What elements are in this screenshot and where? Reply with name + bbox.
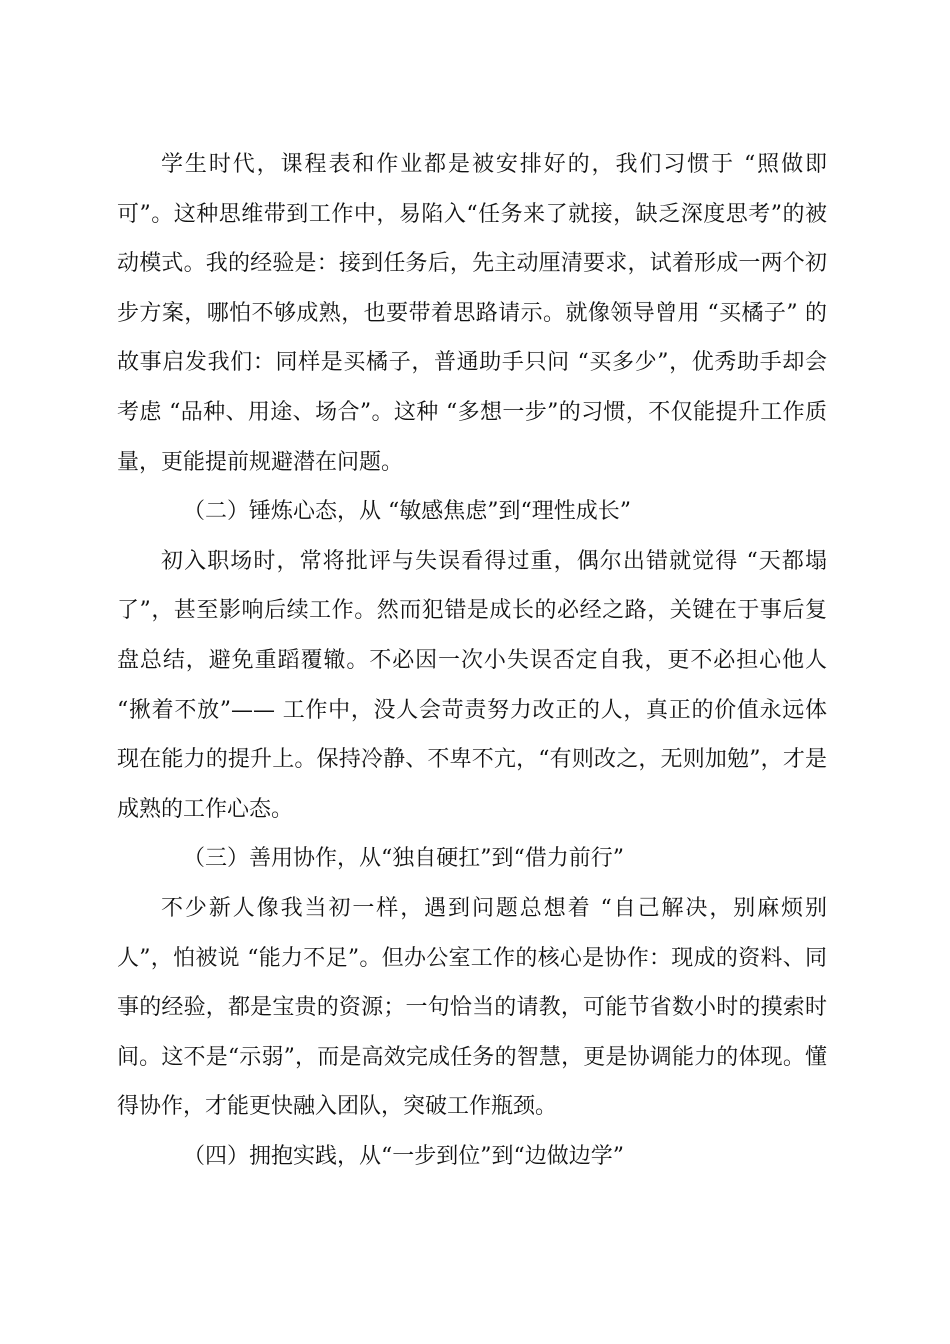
body-paragraph: 初入职场时，常将批评与失误看得过重，偶尔出错就觉得 “天都塌了”，甚至影响后续工作。然而犯错是成长的必经之路，关键在于事后复盘总结，避免重蹈覆辙。不必因一次小失误否定自我，更不必担心他人 “揪着不放”—— 工作中，没人会苛责努力改正的人，真正的价值永远体现在能力的提升上。保持冷静、不卑不亢，“有则改之，无则加勉”，才是成熟的工作心态。 (117, 548, 827, 822)
body-paragraph: 学生时代，课程表和作业都是被安排好的，我们习惯于 “照做即可”。这种思维带到工作中，易陷入“任务来了就接，缺乏深度思考”的被动模式。我的经验是：接到任务后，先主动厘清要求，试着形成一两个初步方案，哪怕不够成熟，也要带着思路请示。就像领导曾用 “买橘子” 的故事启发我们：同样是买橘子，普通助手只问 “买多少”，优秀助手却会考虑 “品种、用途、场合”。这种 “多想一步”的习惯，不仅能提升工作质量，更能提前规避潜在问题。 (117, 152, 827, 475)
section-heading: （四）拥抱实践，从“一步到位”到“边做边学” (183, 1143, 624, 1169)
body-paragraph: 不少新人像我当初一样，遇到问题总想着 “自己解决，别麻烦别人”，怕被说 “能力不足”。但办公室工作的核心是协作：现成的资料、同事的经验，都是宝贵的资源；一句恰当的请教，可能节省数小时的摸索时间。这不是“示弱”，而是高效完成任务的智慧，更是协调能力的体现。懂得协作，才能更快融入团队，突破工作瓶颈。 (117, 895, 827, 1120)
section-heading: （二）锤炼心态，从 “敏感焦虑”到“理性成长” (183, 499, 631, 525)
section-heading: （三）善用协作，从“独自硬扛”到“借力前行” (183, 846, 624, 872)
document-body (117, 140, 827, 1181)
